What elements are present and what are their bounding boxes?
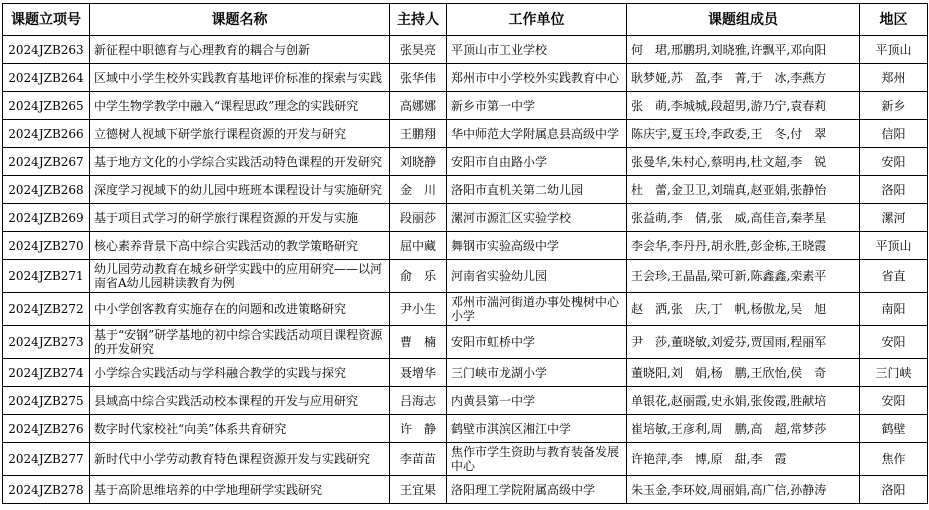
- project-host-cell: 俞 乐: [390, 260, 447, 293]
- table-row: [3, 387, 928, 415]
- project-code-cell: 2024JZB278: [3, 476, 90, 504]
- project-region-cell: 南阳: [860, 293, 928, 326]
- table-row: [3, 92, 928, 120]
- project-host-cell: 聂增华: [390, 359, 447, 387]
- project-region-cell: 郑州: [860, 64, 928, 92]
- project-title-cell: 数字时代家校社“向美”体系共育研究: [90, 415, 390, 443]
- project-code-cell: 2024JZB265: [3, 92, 90, 120]
- project-region-cell: 安阳: [860, 326, 928, 359]
- project-title-cell: 中学生物学教学中融入“课程思政”理念的实践研究: [90, 92, 390, 120]
- project-members-cell: 许艳萍,李 博,原 甜,李 霞: [627, 443, 860, 476]
- table-row: [3, 260, 928, 293]
- header-host: 主持人: [390, 4, 447, 36]
- project-unit-cell: 鹤壁市淇滨区湘江中学: [447, 415, 627, 443]
- project-unit-cell: 内黄县第一中学: [447, 387, 627, 415]
- table-row: [3, 120, 928, 148]
- project-code-cell: 2024JZB267: [3, 148, 90, 176]
- project-host-cell: 张华伟: [390, 64, 447, 92]
- project-host-cell: 李苗苗: [390, 443, 447, 476]
- header-members: 课题组成员: [627, 4, 860, 36]
- project-members-cell: 陈庆宇,夏玉玲,李政委,王 冬,付 翠: [627, 120, 860, 148]
- project-title-cell: 新时代中小学劳动教育特色课程资源开发与实践研究: [90, 443, 390, 476]
- project-members-cell: 单银花,赵丽霞,史永娟,张俊霞,胜献培: [627, 387, 860, 415]
- table-row: [3, 232, 928, 260]
- project-title-cell: 基于“安钢”研学基地的初中综合实践活动项目课程资源的开发研究: [90, 326, 390, 359]
- project-host-cell: 王鹏翔: [390, 120, 447, 148]
- project-title-cell: 基于高阶思维培养的中学地理研学实践研究: [90, 476, 390, 504]
- project-host-cell: 刘晓静: [390, 148, 447, 176]
- project-members-cell: 朱玉金,李环姣,周丽娟,高广信,孙静涛: [627, 476, 860, 504]
- project-code-cell: 2024JZB273: [3, 326, 90, 359]
- project-members-cell: 杜 蕾,金卫卫,刘瑞真,赵亚娟,张静怡: [627, 176, 860, 204]
- project-host-cell: 张昊亮: [390, 36, 447, 64]
- project-host-cell: 吕海志: [390, 387, 447, 415]
- project-members-cell: 耿梦娅,苏 盈,李 菁,于 冰,李燕方: [627, 64, 860, 92]
- table-row: [3, 148, 928, 176]
- project-title-cell: 中小学创客教育实施存在的问题和改进策略研究: [90, 293, 390, 326]
- project-title-cell: 立德树人视域下研学旅行课程资源的开发与研究: [90, 120, 390, 148]
- project-code-cell: 2024JZB272: [3, 293, 90, 326]
- table-row: [3, 176, 928, 204]
- project-title-cell: 新征程中职德育与心理教育的耦合与创新: [90, 36, 390, 64]
- project-host-cell: 尹小生: [390, 293, 447, 326]
- project-host-cell: 屈中藏: [390, 232, 447, 260]
- project-members-cell: 李会华,李丹丹,胡永胜,彭金栋,王晓霞: [627, 232, 860, 260]
- header-unit: 工作单位: [447, 4, 627, 36]
- project-region-cell: 平顶山: [860, 36, 928, 64]
- project-members-cell: 张 萌,李城城,段超男,游乃宁,袁春莉: [627, 92, 860, 120]
- table-row: [3, 326, 928, 359]
- project-members-cell: 王会珍,王晶晶,梁可新,陈鑫鑫,栾素平: [627, 260, 860, 293]
- project-host-cell: 王宜果: [390, 476, 447, 504]
- project-members-cell: 赵 洒,张 庆,丁 帆,杨傲龙,吴 旭: [627, 293, 860, 326]
- project-unit-cell: 漯河市源汇区实验学校: [447, 204, 627, 232]
- project-host-cell: 段丽莎: [390, 204, 447, 232]
- project-region-cell: 三门峡: [860, 359, 928, 387]
- project-title-cell: 县域高中综合实践活动校本课程的开发与应用研究: [90, 387, 390, 415]
- project-region-cell: 信阳: [860, 120, 928, 148]
- project-members-cell: 董晓阳,刘 娟,杨 鹏,王欣怡,侯 奇: [627, 359, 860, 387]
- project-host-cell: 许 静: [390, 415, 447, 443]
- project-unit-cell: 新乡市第一中学: [447, 92, 627, 120]
- project-title-cell: 基于项目式学习的研学旅行课程资源的开发与实施: [90, 204, 390, 232]
- project-unit-cell: 平顶山市工业学校: [447, 36, 627, 64]
- project-unit-cell: 河南省实验幼儿园: [447, 260, 627, 293]
- table-row: [3, 443, 928, 476]
- project-members-cell: 张益萌,李 倩,张 威,高佳音,秦孝星: [627, 204, 860, 232]
- project-code-cell: 2024JZB274: [3, 359, 90, 387]
- project-code-cell: 2024JZB277: [3, 443, 90, 476]
- header-region: 地区: [860, 4, 928, 36]
- table-row: [3, 476, 928, 504]
- header-title: 课题名称: [90, 4, 390, 36]
- project-region-cell: 漯河: [860, 204, 928, 232]
- project-region-cell: 焦作: [860, 443, 928, 476]
- project-host-cell: 高娜娜: [390, 92, 447, 120]
- project-code-cell: 2024JZB263: [3, 36, 90, 64]
- project-unit-cell: 安阳市虹桥中学: [447, 326, 627, 359]
- project-title-cell: 幼儿园劳动教育在城乡研学实践中的应用研究——以河南省A幼儿园耕读教育为例: [90, 260, 390, 293]
- project-members-cell: 何 珺,邢鹏玥,刘晓雅,许飘平,邓向阳: [627, 36, 860, 64]
- project-region-cell: 平顶山: [860, 232, 928, 260]
- project-code-cell: 2024JZB268: [3, 176, 90, 204]
- project-title-cell: 基于地方文化的小学综合实践活动特色课程的开发研究: [90, 148, 390, 176]
- table-row: [3, 64, 928, 92]
- project-table-container: [2, 3, 927, 504]
- project-members-cell: 张曼华,朱村心,蔡明冉,杜文超,李 锐: [627, 148, 860, 176]
- project-unit-cell: 邓州市湍河街道办事处槐树中心小学: [447, 293, 627, 326]
- project-code-cell: 2024JZB270: [3, 232, 90, 260]
- project-members-cell: 崔培敏,王彦利,周 鹏,高 超,常梦莎: [627, 415, 860, 443]
- project-title-cell: 区域中小学生校外实践教育基地评价标准的探索与实践: [90, 64, 390, 92]
- table-header-row: [3, 4, 928, 36]
- table-row: [3, 359, 928, 387]
- table-row: [3, 293, 928, 326]
- table-row: [3, 36, 928, 64]
- project-host-cell: 曹 楠: [390, 326, 447, 359]
- project-unit-cell: 三门峡市龙湖小学: [447, 359, 627, 387]
- project-region-cell: 省直: [860, 260, 928, 293]
- project-code-cell: 2024JZB275: [3, 387, 90, 415]
- project-region-cell: 安阳: [860, 387, 928, 415]
- project-title-cell: 小学综合实践活动与学科融合教学的实践与探究: [90, 359, 390, 387]
- table-body: [3, 36, 928, 504]
- project-unit-cell: 洛阳理工学院附属高级中学: [447, 476, 627, 504]
- project-unit-cell: 郑州市中小学校外实践教育中心: [447, 64, 627, 92]
- project-code-cell: 2024JZB269: [3, 204, 90, 232]
- project-region-cell: 洛阳: [860, 176, 928, 204]
- project-unit-cell: 舞钢市实验高级中学: [447, 232, 627, 260]
- project-host-cell: 金 川: [390, 176, 447, 204]
- project-unit-cell: 华中师范大学附属息县高级中学: [447, 120, 627, 148]
- project-unit-cell: 焦作市学生资助与教育装备发展中心: [447, 443, 627, 476]
- project-unit-cell: 安阳市自由路小学: [447, 148, 627, 176]
- project-region-cell: 鹤壁: [860, 415, 928, 443]
- project-region-cell: 安阳: [860, 148, 928, 176]
- project-code-cell: 2024JZB264: [3, 64, 90, 92]
- project-members-cell: 尹 莎,董晓敏,刘爱芬,贾国雨,程丽军: [627, 326, 860, 359]
- project-table: [2, 3, 928, 504]
- table-row: [3, 415, 928, 443]
- project-code-cell: 2024JZB266: [3, 120, 90, 148]
- project-region-cell: 洛阳: [860, 476, 928, 504]
- project-title-cell: 深度学习视域下的幼儿园中班班本课程设计与实施研究: [90, 176, 390, 204]
- project-code-cell: 2024JZB276: [3, 415, 90, 443]
- project-unit-cell: 洛阳市直机关第二幼儿园: [447, 176, 627, 204]
- header-code: 课题立项号: [3, 4, 90, 36]
- table-row: [3, 204, 928, 232]
- project-title-cell: 核心素养背景下高中综合实践活动的教学策略研究: [90, 232, 390, 260]
- project-code-cell: 2024JZB271: [3, 260, 90, 293]
- project-region-cell: 新乡: [860, 92, 928, 120]
